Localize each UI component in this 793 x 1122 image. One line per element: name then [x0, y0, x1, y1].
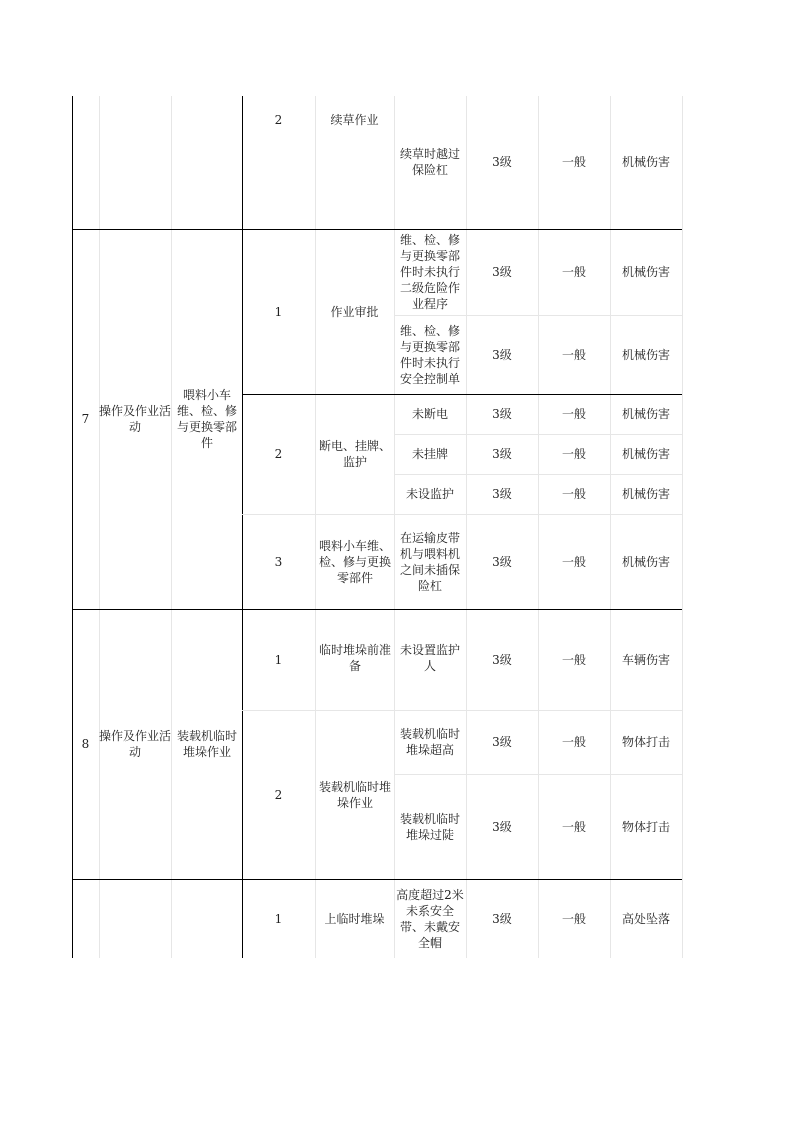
accident-cell: 机械伤害 [621, 487, 670, 501]
level-cell: 3级 [492, 155, 512, 169]
risk-cell: 一般 [561, 554, 586, 569]
risk-cell: 一般 [561, 487, 586, 501]
hazard-cell: 未设置监护人 [399, 643, 460, 673]
accident-cell: 车辆伤害 [621, 652, 670, 667]
accident-cell: 机械伤害 [621, 407, 670, 421]
hazard-cell: 维、检、修与更换零部件时未执行安全控制单 [399, 323, 460, 386]
step-number: 1 [274, 652, 283, 667]
accident-cell: 机械伤害 [621, 265, 670, 279]
step-name: 断电、挂牌、监护 [318, 439, 391, 469]
risk-cell: 一般 [561, 407, 586, 421]
risk-cell: 一般 [561, 265, 586, 279]
hazard-cell: 在运输皮带机与喂料机之间未插保险杠 [399, 530, 460, 593]
step-name: 喂料小车维、检、修与更换零部件 [318, 538, 391, 585]
hazard-cell: 高度超过2米未系安全带、未戴安全帽 [396, 887, 464, 950]
hazard-cell: 未设监护 [405, 487, 454, 501]
hazard-cell: 未挂牌 [411, 447, 448, 461]
accident-cell: 机械伤害 [621, 347, 670, 362]
accident-cell: 物体打击 [621, 819, 670, 834]
level-cell: 3级 [492, 819, 512, 834]
step-name: 作业审批 [330, 304, 379, 319]
risk-cell: 一般 [561, 735, 586, 749]
risk-cell: 一般 [561, 911, 586, 926]
accident-cell: 物体打击 [621, 735, 670, 749]
level-cell: 3级 [492, 735, 512, 749]
step-name: 装载机临时堆垛作业 [318, 779, 391, 810]
hazard-cell: 续草时越过保险杠 [399, 147, 460, 177]
col-divider [315, 96, 316, 958]
level-cell: 3级 [492, 487, 512, 501]
risk-cell: 一般 [561, 819, 586, 834]
item-number: 8 [81, 737, 90, 751]
risk-cell: 一般 [561, 347, 586, 362]
step-name: 临时堆垛前准备 [318, 643, 391, 673]
category-cell: 操作及作业活动 [99, 729, 172, 759]
risk-cell: 一般 [561, 155, 586, 169]
level-cell: 3级 [492, 447, 512, 461]
level-cell: 3级 [492, 265, 512, 279]
table-right-border [682, 96, 683, 958]
step-number: 2 [274, 447, 283, 461]
activity-cell: 装载机临时堆垛作业 [176, 729, 237, 759]
col-divider [394, 96, 395, 958]
hazard-cell: 装载机临时堆垛过陡 [399, 811, 460, 842]
accident-cell: 高处坠落 [621, 911, 670, 926]
category-cell: 操作及作业活动 [99, 404, 172, 434]
level-cell: 3级 [492, 652, 512, 667]
risk-cell: 一般 [561, 652, 586, 667]
step-number: 2 [274, 787, 283, 802]
hazard-cell: 未断电 [411, 407, 448, 421]
item-number: 7 [81, 412, 90, 426]
step-name: 续草作业 [330, 113, 379, 127]
risk-cell: 一般 [561, 447, 586, 461]
hazard-cell: 维、检、修与更换零部件时未执行二级危险作业程序 [399, 233, 460, 311]
step-number: 3 [274, 554, 283, 569]
accident-cell: 机械伤害 [621, 447, 670, 461]
accident-cell: 机械伤害 [621, 554, 670, 569]
accident-cell: 机械伤害 [621, 155, 670, 169]
level-cell: 3级 [492, 911, 512, 926]
hazard-cell: 装载机临时堆垛超高 [399, 727, 460, 757]
level-cell: 3级 [492, 554, 512, 569]
step-number: 1 [274, 304, 283, 319]
level-cell: 3级 [492, 407, 512, 421]
step-number: 1 [274, 911, 283, 926]
level-cell: 3级 [492, 347, 512, 362]
step-name: 上临时堆垛 [324, 911, 385, 926]
activity-cell: 喂料小车维、检、修与更换零部件 [176, 388, 237, 450]
step-number: 2 [274, 113, 283, 127]
